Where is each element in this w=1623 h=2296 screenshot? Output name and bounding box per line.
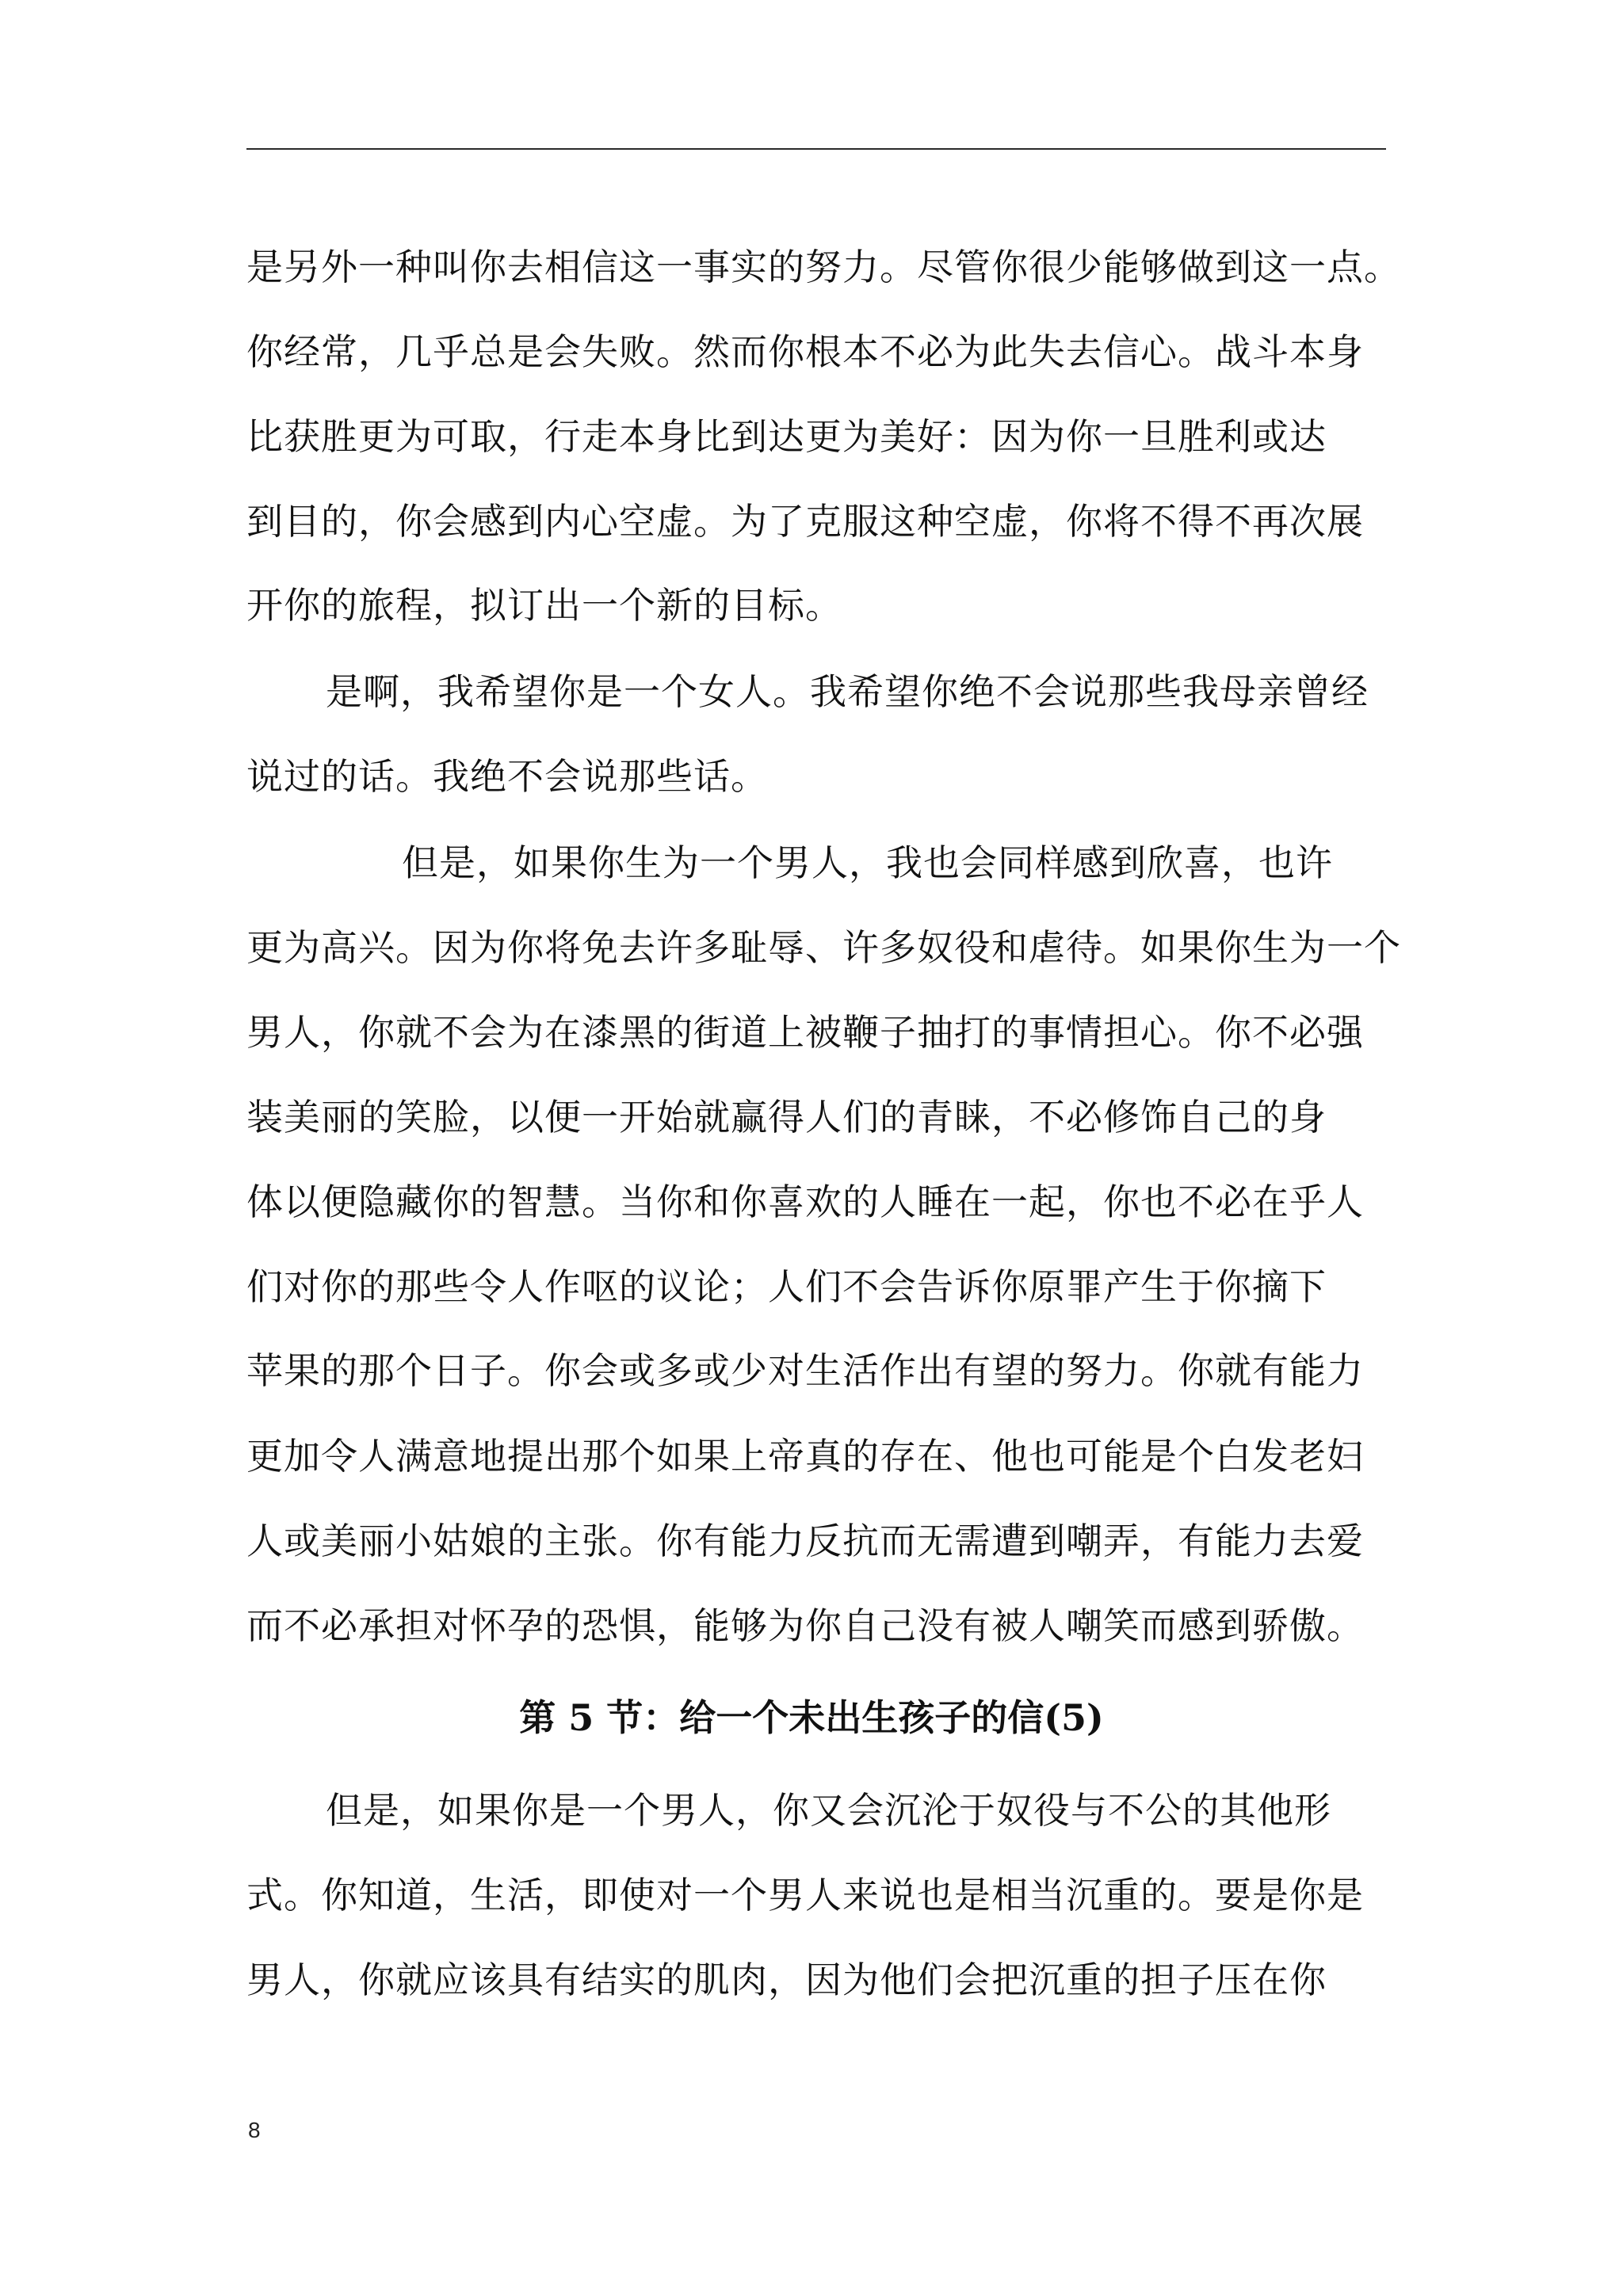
- text-line: 们对你的那些令人作呕的议论；人们不会告诉你原罪产生于你摘下: [246, 1265, 1327, 1308]
- text-line: 装美丽的笑脸，以便一开始就赢得人们的青睐，不必修饰自己的身: [246, 1096, 1327, 1138]
- text-line: 式。你知道，生活，即使对一个男人来说也是相当沉重的。要是你是: [246, 1874, 1364, 1917]
- text-line: 男人，你就不会为在漆黑的街道上被鞭子抽打的事情担心。你不必强: [246, 1011, 1364, 1054]
- text-line: 男人，你就应该具有结实的肌肉，因为他们会把沉重的担子压在你: [246, 1958, 1327, 2001]
- text-line: 而不必承担对怀孕的恐惧，能够为你自己没有被人嘲笑而感到骄傲。: [246, 1604, 1364, 1647]
- text-line: 是啊，我希望你是一个女人。我希望你绝不会说那些我母亲曾经: [326, 670, 1369, 713]
- text-line: 你经常，几乎总是会失败。然而你根本不必为此失去信心。战斗本身: [246, 330, 1364, 373]
- text-line: 但是，如果你生为一个男人，我也会同样感到欣喜，也许: [402, 841, 1333, 884]
- text-line: 到目的，你会感到内心空虚。为了克服这种空虚，你将不得不再次展: [246, 500, 1364, 543]
- text-line: 体以便隐藏你的智慧。当你和你喜欢的人睡在一起，你也不必在乎人: [246, 1180, 1364, 1223]
- text-line: 比获胜更为可取，行走本身比到达更为美好：因为你一旦胜利或达: [246, 415, 1327, 458]
- text-line: 更加令人满意地提出那个如果上帝真的存在、他也可能是个白发老妇: [246, 1435, 1364, 1478]
- text-line: 苹果的那个日子。你会或多或少对生活作出有望的努力。你就有能力: [246, 1349, 1364, 1392]
- text-line: 说过的话。我绝不会说那些话。: [246, 755, 768, 798]
- text-line: 是另外一种叫你去相信这一事实的努力。尽管你很少能够做到这一点。: [246, 246, 1401, 288]
- text-line: 开你的旅程，拟订出一个新的目标。: [246, 584, 842, 627]
- header-rule: [246, 148, 1386, 150]
- section-heading: 第 5 节：给一个未出生孩子的信(5): [519, 1696, 1104, 1739]
- page-number: 8: [248, 2118, 261, 2142]
- text-line: 人或美丽小姑娘的主张。你有能力反抗而无需遭到嘲弄，有能力去爱: [246, 1520, 1364, 1562]
- text-line: 但是，如果你是一个男人，你又会沉沦于奴役与不公的其他形: [326, 1789, 1331, 1832]
- text-line: 更为高兴。因为你将免去许多耻辱、许多奴役和虐待。如果你生为一个: [246, 926, 1401, 969]
